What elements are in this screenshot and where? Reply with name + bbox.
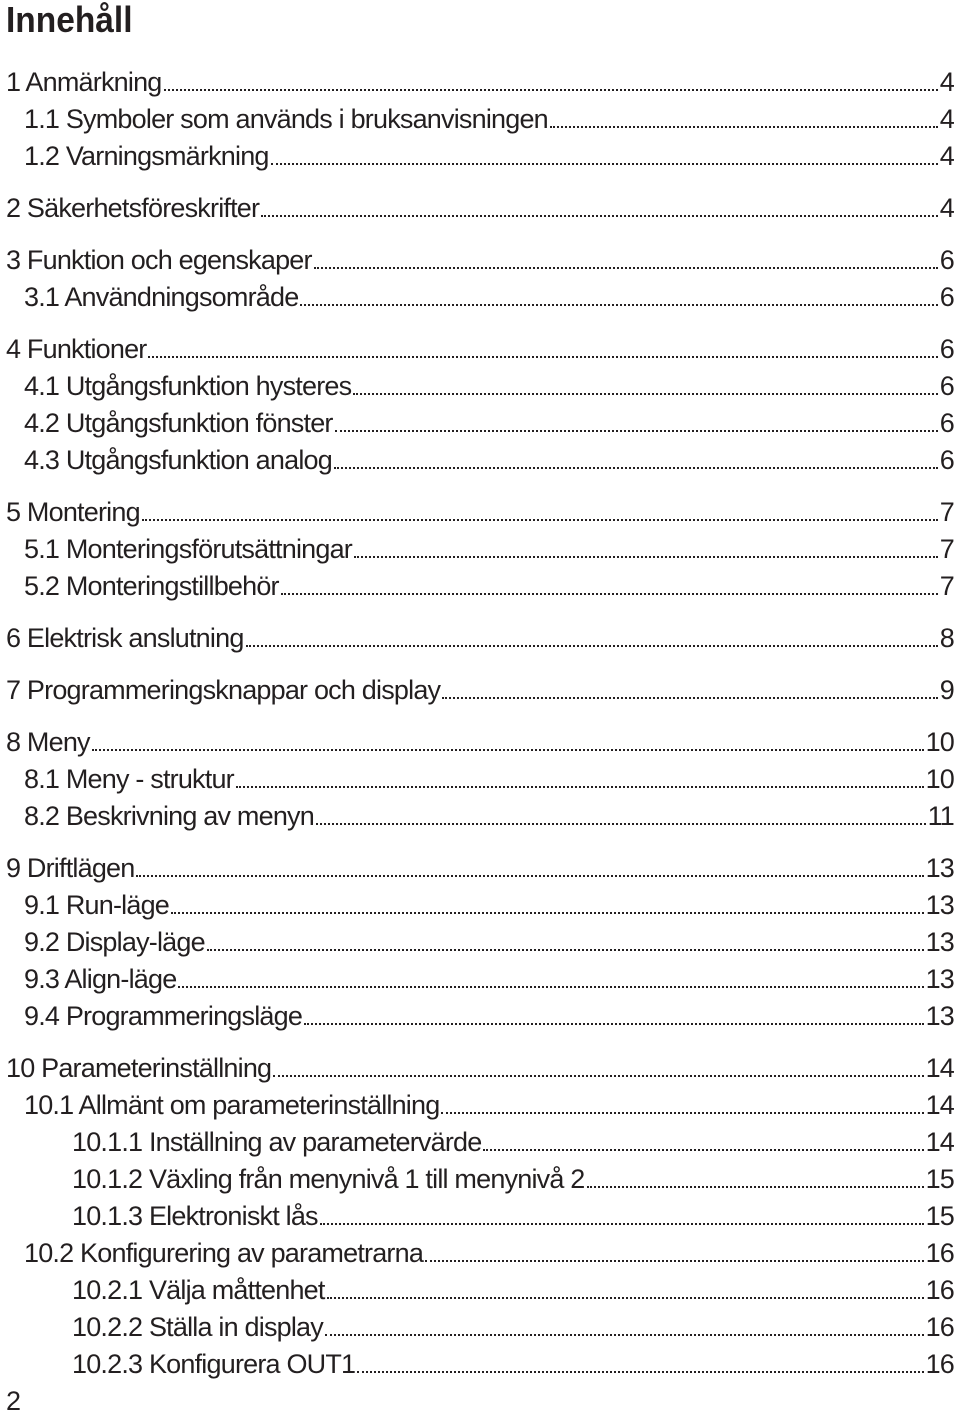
toc-entry[interactable] xyxy=(24,534,954,564)
toc-dot-leader xyxy=(314,267,938,269)
toc-entry-page: 15 xyxy=(925,1164,954,1194)
toc-entry-page: 16 xyxy=(925,1312,954,1342)
toc-entry-label: 2 Säkerhetsföreskrifter xyxy=(6,193,260,223)
toc-dot-leader xyxy=(304,1023,924,1025)
toc-entry-label: 7 Programmeringsknappar och display xyxy=(6,675,441,705)
toc-entry-label: 5.2 Monteringstillbehör xyxy=(24,571,279,601)
toc-entry[interactable] xyxy=(6,334,954,364)
toc-entry-page: 6 xyxy=(939,334,954,364)
toc-entry[interactable] xyxy=(24,141,954,171)
toc-dot-leader xyxy=(171,912,924,914)
toc-entry-page: 13 xyxy=(925,1001,954,1031)
toc-entry-label: 10.1.2 Växling från menynivå 1 till menynivå 2 xyxy=(72,1164,585,1194)
page-number: 2 xyxy=(6,1386,22,1416)
toc-entry-label: 6 Elektrisk anslutning xyxy=(6,623,244,653)
toc-dot-leader xyxy=(335,430,938,432)
toc-entry-label: 10.1 Allmänt om parameterinställning xyxy=(24,1090,440,1120)
toc-dot-leader xyxy=(327,1297,924,1299)
toc-entry-label: 8 Meny xyxy=(6,727,90,757)
toc-entry-page: 16 xyxy=(925,1238,954,1268)
toc-entry-page: 7 xyxy=(939,534,954,564)
toc-dot-leader xyxy=(164,89,938,91)
toc-dot-leader xyxy=(483,1149,923,1151)
toc-entry-label: 9.4 Programmeringsläge xyxy=(24,1001,303,1031)
toc-dot-leader xyxy=(207,949,924,951)
toc-dot-leader xyxy=(353,393,937,395)
toc-dot-leader xyxy=(92,749,924,751)
toc-entry-label: 1.1 Symboler som används i bruksanvisningen xyxy=(24,104,548,134)
toc-entry[interactable] xyxy=(24,890,954,920)
toc-entry-page: 14 xyxy=(925,1053,954,1083)
page-title: Innehåll xyxy=(6,0,133,40)
toc-entry[interactable] xyxy=(6,623,954,653)
toc-entry-label: 9.2 Display-läge xyxy=(24,927,205,957)
toc-entry[interactable] xyxy=(6,245,954,275)
toc-entry-page: 14 xyxy=(925,1090,954,1120)
toc-entry-label: 10.1.1 Inställning av parametervärde xyxy=(72,1127,482,1157)
toc-dot-leader xyxy=(354,556,938,558)
toc-entry-page: 8 xyxy=(939,623,954,653)
toc-entry[interactable] xyxy=(6,1053,954,1083)
toc-dot-leader xyxy=(148,356,937,358)
toc-entry-label: 9 Driftlägen xyxy=(6,853,135,883)
toc-entry[interactable] xyxy=(24,927,954,957)
toc-entry-page: 13 xyxy=(925,964,954,994)
toc-dot-leader xyxy=(136,875,923,877)
toc-entry[interactable] xyxy=(24,964,954,994)
toc-entry-page: 13 xyxy=(925,927,954,957)
toc-dot-leader xyxy=(281,593,938,595)
toc-entry-page: 6 xyxy=(939,445,954,475)
toc-entry[interactable] xyxy=(24,408,954,438)
toc-entry[interactable] xyxy=(24,104,954,134)
toc-entry-label: 10 Parameterinställning xyxy=(6,1053,272,1083)
toc-entry-label: 10.2 Konfigurering av parametrarna xyxy=(24,1238,424,1268)
toc-entry-label: 8.1 Meny - struktur xyxy=(24,764,234,794)
toc-dot-leader xyxy=(316,823,926,825)
toc-dot-leader xyxy=(334,467,938,469)
toc-dot-leader xyxy=(178,986,923,988)
toc-entry[interactable] xyxy=(24,1090,954,1120)
toc-entry-label: 10.2.3 Konfigurera OUT1 xyxy=(72,1349,356,1379)
toc-entry-page: 15 xyxy=(925,1201,954,1231)
toc-entry-page: 4 xyxy=(939,67,954,97)
toc-entry-label: 3 Funktion och egenskaper xyxy=(6,245,312,275)
toc-entry-page: 6 xyxy=(939,408,954,438)
toc-entry-label: 4.3 Utgångsfunktion analog xyxy=(24,445,332,475)
toc-entry[interactable] xyxy=(72,1164,954,1194)
toc-dot-leader xyxy=(142,519,938,521)
toc-entry-page: 10 xyxy=(925,727,954,757)
toc-entry-page: 6 xyxy=(939,245,954,275)
toc-entry-page: 11 xyxy=(927,801,954,831)
toc-entry-page: 7 xyxy=(939,497,954,527)
toc-dot-leader xyxy=(273,1075,923,1077)
toc-entry[interactable] xyxy=(24,371,954,401)
toc-entry[interactable] xyxy=(24,801,954,831)
toc-entry[interactable] xyxy=(6,497,954,527)
toc-entry-page: 4 xyxy=(939,104,954,134)
toc-entry[interactable] xyxy=(72,1127,954,1157)
toc-dot-leader xyxy=(550,126,938,128)
toc-entry[interactable] xyxy=(24,1001,954,1031)
toc-entry-page: 4 xyxy=(939,141,954,171)
toc-entry-label: 10.2.1 Välja måttenhet xyxy=(72,1275,325,1305)
toc-entry-label: 1.2 Varningsmärkning xyxy=(24,141,269,171)
toc-entry-page: 4 xyxy=(939,193,954,223)
toc-entry[interactable] xyxy=(24,282,954,312)
toc-entry-label: 3.1 Användningsområde xyxy=(24,282,299,312)
toc-entry[interactable] xyxy=(72,1201,954,1231)
toc-entry[interactable] xyxy=(24,445,954,475)
toc-entry-label: 10.1.3 Elektroniskt lås xyxy=(72,1201,318,1231)
toc-dot-leader xyxy=(271,163,938,165)
toc-entry-page: 6 xyxy=(939,282,954,312)
toc-dot-leader xyxy=(587,1186,924,1188)
toc-entry-label: 4 Funktioner xyxy=(6,334,147,364)
toc-entry-page: 10 xyxy=(925,764,954,794)
toc-entry-label: 4.2 Utgångsfunktion fönster xyxy=(24,408,333,438)
toc-entry-page: 13 xyxy=(925,890,954,920)
toc-entry[interactable] xyxy=(24,764,954,794)
toc-entry[interactable] xyxy=(6,67,954,97)
toc-dot-leader xyxy=(441,1112,923,1114)
toc-dot-leader xyxy=(320,1223,924,1225)
toc-entry[interactable] xyxy=(6,853,954,883)
toc-entry[interactable] xyxy=(72,1275,954,1305)
toc-entry[interactable] xyxy=(6,193,954,223)
toc-entry[interactable] xyxy=(6,675,954,705)
toc-entry[interactable] xyxy=(24,1238,954,1268)
toc-entry-label: 1 Anmärkning xyxy=(6,67,162,97)
toc-entry-page: 6 xyxy=(939,371,954,401)
toc-entry[interactable] xyxy=(24,571,954,601)
toc-entry[interactable] xyxy=(72,1349,954,1379)
toc-entry-label: 9.1 Run-läge xyxy=(24,890,170,920)
toc-entry[interactable] xyxy=(72,1312,954,1342)
toc-dot-leader xyxy=(300,304,937,306)
toc-entry-page: 7 xyxy=(939,571,954,601)
toc-dot-leader xyxy=(442,697,938,699)
toc-entry-page: 13 xyxy=(925,853,954,883)
toc-dot-leader xyxy=(261,215,938,217)
toc-entry-label: 5 Montering xyxy=(6,497,140,527)
toc-dot-leader xyxy=(246,645,938,647)
toc-entry-label: 10.2.2 Ställa in display xyxy=(72,1312,323,1342)
toc-entry[interactable] xyxy=(6,727,954,757)
toc-entry-page: 9 xyxy=(939,675,954,705)
toc-entry-label: 5.1 Monteringsförutsättningar xyxy=(24,534,352,564)
toc-entry-page: 16 xyxy=(925,1275,954,1305)
toc-dot-leader xyxy=(325,1334,924,1336)
toc-dot-leader xyxy=(357,1371,923,1373)
toc-dot-leader xyxy=(236,786,924,788)
toc-entry-label: 8.2 Beskrivning av menyn xyxy=(24,801,314,831)
toc-entry-label: 4.1 Utgångsfunktion hysteres xyxy=(24,371,352,401)
toc-entry-page: 16 xyxy=(925,1349,954,1379)
toc-dot-leader xyxy=(425,1260,924,1262)
toc-entry-label: 9.3 Align-läge xyxy=(24,964,177,994)
toc-entry-page: 14 xyxy=(925,1127,954,1157)
